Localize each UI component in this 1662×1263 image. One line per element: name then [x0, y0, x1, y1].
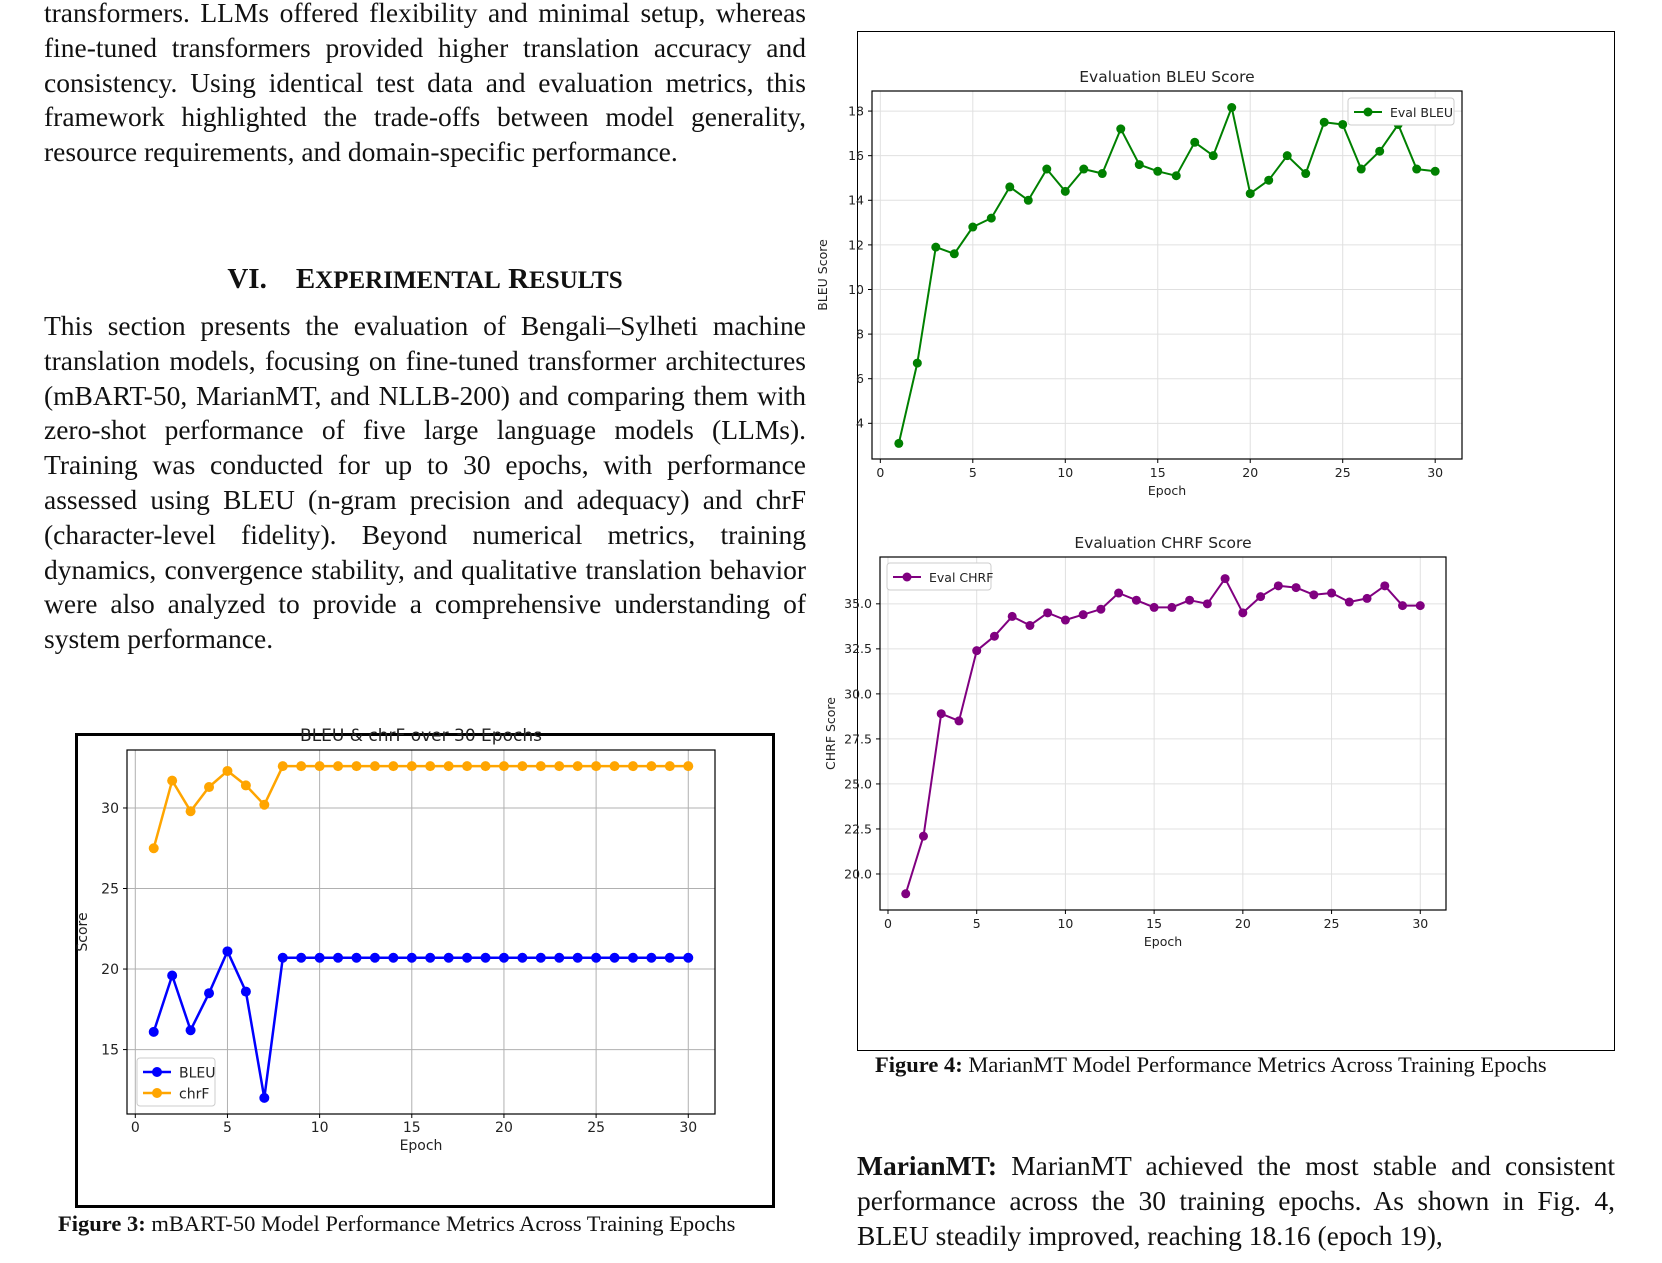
- data-point-eval-bleu: [1061, 187, 1070, 196]
- data-point-eval-bleu: [950, 249, 959, 258]
- data-point-chrf: [204, 782, 214, 792]
- series-line-eval-chrf: [906, 579, 1421, 894]
- data-point-bleu: [259, 1093, 269, 1103]
- x-tick-label: 30: [1412, 916, 1429, 931]
- figure-4-caption: [875, 1052, 1547, 1078]
- data-point-eval-chrf: [901, 889, 910, 898]
- y-axis-label: BLEU Score: [815, 239, 830, 311]
- data-point-eval-bleu: [1301, 169, 1310, 178]
- data-point-eval-chrf: [1327, 589, 1336, 598]
- data-point-eval-chrf: [1061, 616, 1070, 625]
- data-point-bleu: [573, 953, 583, 963]
- data-point-bleu: [278, 953, 288, 963]
- x-tick-label: 30: [1427, 465, 1444, 480]
- data-point-bleu: [333, 953, 343, 963]
- x-tick-label: 5: [968, 465, 977, 480]
- chart-title: Evaluation BLEU Score: [1079, 68, 1255, 86]
- legend-label-eval-bleu: Eval BLEU: [1390, 104, 1453, 120]
- data-point-eval-chrf: [1203, 599, 1212, 608]
- data-point-eval-bleu: [1246, 189, 1255, 198]
- data-point-eval-bleu: [1209, 151, 1218, 160]
- data-point-bleu: [186, 1025, 196, 1035]
- data-point-eval-chrf: [990, 632, 999, 641]
- y-tick-label: 25: [101, 881, 119, 898]
- x-tick-label: 20: [1242, 465, 1259, 480]
- x-tick-label: 15: [402, 1120, 421, 1136]
- figure-4-label: Figure 4:: [875, 1052, 963, 1077]
- y-tick-label: 16: [848, 148, 864, 164]
- data-point-chrf: [186, 806, 196, 816]
- data-point-eval-chrf: [972, 646, 981, 655]
- data-point-eval-bleu: [1412, 165, 1421, 174]
- data-point-chrf: [388, 761, 398, 771]
- data-point-eval-bleu: [1079, 165, 1088, 174]
- x-tick-label: 25: [1323, 916, 1340, 931]
- data-point-bleu: [481, 953, 491, 963]
- data-point-eval-bleu: [931, 243, 940, 252]
- y-tick-label: 18: [848, 103, 864, 119]
- data-point-eval-bleu: [1153, 167, 1162, 176]
- x-tick-label: 15: [1149, 465, 1166, 480]
- figure-4-top-chart: [815, 60, 1599, 540]
- data-point-chrf: [683, 761, 693, 771]
- x-tick-label: 0: [884, 916, 892, 931]
- data-point-eval-chrf: [1221, 574, 1230, 583]
- chart-plot-group: [823, 534, 1446, 949]
- figure-3-caption-text: mBART-50 Model Performance Metrics Across Training Epochs: [151, 1211, 736, 1236]
- legend-label-eval-chrf: Eval CHRF: [929, 569, 994, 585]
- chart-title: BLEU & chrF over 30 Epochs: [300, 726, 542, 746]
- data-point-eval-chrf: [1363, 594, 1372, 603]
- x-tick-label: 10: [1057, 916, 1074, 931]
- data-point-eval-chrf: [1345, 598, 1354, 607]
- data-point-chrf: [517, 761, 527, 771]
- data-point-eval-bleu: [1375, 147, 1384, 156]
- data-point-eval-chrf: [1309, 590, 1318, 599]
- section-number: VI.: [227, 263, 267, 295]
- data-point-eval-chrf: [1043, 608, 1052, 617]
- intro-paragraph: transformers. LLMs offered flexibility and minimal setup, whereas fine-tuned transformers provided higher translation accuracy and consistency. Using identical test data and evaluation metrics, this framework highlighted the trade-offs between model generality, resource requirements, and domain-specific performance.: [44, 0, 806, 168]
- data-point-chrf: [573, 761, 583, 771]
- section-heading: [44, 263, 806, 296]
- chart-plot-group: [75, 726, 715, 1154]
- data-point-eval-chrf: [1380, 581, 1389, 590]
- x-tick-label: 15: [1146, 916, 1163, 931]
- marianmt-paragraph: [857, 1149, 1615, 1253]
- data-point-eval-bleu: [1005, 182, 1014, 191]
- section-title: EXPERIMENTAL RESULTS: [295, 263, 623, 295]
- y-tick-label: 25.0: [844, 776, 872, 792]
- data-point-chrf: [536, 761, 546, 771]
- data-point-eval-chrf: [1167, 603, 1176, 612]
- data-point-bleu: [610, 953, 620, 963]
- data-point-bleu: [444, 953, 454, 963]
- data-point-bleu: [222, 946, 232, 956]
- data-point-eval-bleu: [1338, 120, 1347, 129]
- figure-3-caption: [58, 1211, 735, 1237]
- x-tick-label: 10: [310, 1120, 329, 1136]
- legend-marker: [1364, 108, 1373, 117]
- legend-label-chrf: chrF: [179, 1086, 210, 1103]
- data-point-eval-chrf: [1150, 603, 1159, 612]
- x-tick-label: 5: [222, 1120, 232, 1136]
- x-axis-label: Epoch: [1143, 934, 1183, 949]
- data-point-eval-bleu: [1283, 151, 1292, 160]
- marianmt-label: MarianMT:: [857, 1150, 998, 1181]
- y-tick-label: 35.0: [844, 596, 872, 612]
- data-point-bleu: [683, 953, 693, 963]
- data-point-eval-chrf: [1416, 601, 1425, 610]
- data-point-eval-chrf: [1079, 610, 1088, 619]
- data-point-eval-chrf: [954, 716, 963, 725]
- section-paragraph: This section presents the evaluation of Bengali–Sylheti machine translation models, focusing on fine-tuned transformer architectures (mBART-50, MarianMT, and NLLB-200) and comparing them with zero-shot performance of five large language models (LLMs). Training was conducted for up to 30 epochs, with performance assessed using BLEU (n-gram precision and adequacy) and chrF (character-level fidelity). Beyond numerical metrics, training dynamics, convergence stability, and qualitative translation behavior were also analyzed to provide a comprehensive understanding of system performance.: [44, 310, 806, 655]
- x-tick-label: 20: [1234, 916, 1251, 931]
- data-point-chrf: [499, 761, 509, 771]
- figure-4-caption-text: MarianMT Model Performance Metrics Across Training Epochs: [968, 1052, 1547, 1077]
- data-point-eval-chrf: [1008, 612, 1017, 621]
- x-axis-label: Epoch: [399, 1138, 443, 1154]
- y-tick-label: 15: [101, 1042, 119, 1059]
- data-point-chrf: [610, 761, 620, 771]
- data-point-bleu: [167, 970, 177, 980]
- x-tick-label: 10: [1057, 465, 1074, 480]
- data-point-eval-bleu: [913, 359, 922, 368]
- data-point-bleu: [462, 953, 472, 963]
- data-point-eval-bleu: [894, 439, 903, 448]
- data-point-eval-bleu: [1116, 124, 1125, 133]
- legend-label-bleu: BLEU: [179, 1065, 216, 1082]
- data-point-eval-bleu: [968, 223, 977, 232]
- y-tick-label: 30.0: [844, 686, 872, 702]
- data-point-chrf: [167, 776, 177, 786]
- data-point-chrf: [351, 761, 361, 771]
- y-tick-label: 22.5: [844, 821, 872, 837]
- data-point-chrf: [591, 761, 601, 771]
- data-point-eval-bleu: [1135, 160, 1144, 169]
- figure-3-label: Figure 3:: [58, 1211, 146, 1236]
- data-point-chrf: [646, 761, 656, 771]
- x-tick-label: 25: [587, 1120, 606, 1136]
- data-point-chrf: [444, 761, 454, 771]
- plot-frame: [872, 91, 1462, 459]
- y-tick-label: 6: [856, 371, 864, 387]
- data-point-bleu: [149, 1027, 159, 1037]
- data-point-chrf: [407, 761, 417, 771]
- data-point-eval-chrf: [1114, 589, 1123, 598]
- x-axis-label: Epoch: [1147, 483, 1187, 498]
- figure-3-chart: [74, 716, 768, 1185]
- data-point-eval-bleu: [1357, 165, 1366, 174]
- series-line-chrf: [154, 766, 689, 848]
- data-point-eval-bleu: [1320, 118, 1329, 127]
- legend-marker: [903, 573, 912, 582]
- data-point-chrf: [259, 800, 269, 810]
- data-point-eval-chrf: [1025, 621, 1034, 630]
- data-point-eval-bleu: [1431, 167, 1440, 176]
- data-point-bleu: [646, 953, 656, 963]
- data-point-eval-chrf: [1292, 583, 1301, 592]
- data-point-chrf: [462, 761, 472, 771]
- y-tick-label: 14: [848, 192, 864, 208]
- data-point-eval-chrf: [1185, 596, 1194, 605]
- data-point-bleu: [554, 953, 564, 963]
- data-point-bleu: [204, 988, 214, 998]
- data-point-eval-chrf: [1096, 605, 1105, 614]
- chart-title: Evaluation CHRF Score: [1074, 534, 1252, 552]
- data-point-eval-chrf: [937, 709, 946, 718]
- data-point-eval-bleu: [987, 214, 996, 223]
- data-point-eval-chrf: [1256, 592, 1265, 601]
- data-point-bleu: [315, 953, 325, 963]
- data-point-bleu: [499, 953, 509, 963]
- data-point-eval-bleu: [1042, 165, 1051, 174]
- y-tick-label: 4: [856, 415, 864, 431]
- data-point-bleu: [388, 953, 398, 963]
- data-point-bleu: [517, 953, 527, 963]
- data-point-bleu: [370, 953, 380, 963]
- marianmt-text: MarianMT achieved the most stable and consistent performance across the 30 training epochs. As shown in Fig. 4, BLEU steadily improved, reaching 18.16 (epoch 19),: [857, 1150, 1615, 1251]
- data-point-eval-bleu: [1190, 138, 1199, 147]
- data-point-eval-chrf: [1274, 581, 1283, 590]
- data-point-bleu: [591, 953, 601, 963]
- data-point-chrf: [241, 780, 251, 790]
- data-point-eval-bleu: [1227, 103, 1236, 112]
- chart-plot-group: [815, 68, 1462, 498]
- data-point-bleu: [407, 953, 417, 963]
- x-tick-label: 25: [1334, 465, 1351, 480]
- data-point-chrf: [333, 761, 343, 771]
- data-point-bleu: [296, 953, 306, 963]
- x-tick-label: 20: [495, 1120, 513, 1136]
- data-point-chrf: [370, 761, 380, 771]
- data-point-chrf: [665, 761, 675, 771]
- data-point-chrf: [425, 761, 435, 771]
- data-point-eval-chrf: [1132, 596, 1141, 605]
- y-axis-label: CHRF Score: [823, 697, 838, 770]
- data-point-eval-chrf: [1398, 601, 1407, 610]
- data-point-chrf: [149, 843, 159, 853]
- data-point-eval-chrf: [1238, 608, 1247, 617]
- data-point-bleu: [628, 953, 638, 963]
- data-point-eval-bleu: [1024, 196, 1033, 205]
- data-point-eval-bleu: [1098, 169, 1107, 178]
- y-tick-label: 12: [848, 237, 864, 253]
- figure-4-bottom-chart: [823, 534, 1599, 1013]
- data-point-chrf: [222, 766, 232, 776]
- y-axis-label: Score: [75, 912, 91, 952]
- data-point-bleu: [425, 953, 435, 963]
- series-line-bleu: [154, 951, 689, 1098]
- data-point-chrf: [296, 761, 306, 771]
- data-point-chrf: [628, 761, 638, 771]
- data-point-eval-bleu: [1264, 176, 1273, 185]
- y-tick-label: 30: [101, 800, 119, 817]
- data-point-bleu: [536, 953, 546, 963]
- data-point-bleu: [241, 987, 251, 997]
- plot-frame: [880, 557, 1446, 910]
- y-tick-label: 20.0: [844, 866, 872, 882]
- data-point-chrf: [278, 761, 288, 771]
- data-point-eval-chrf: [919, 832, 928, 841]
- data-point-chrf: [481, 761, 491, 771]
- x-tick-label: 30: [679, 1120, 698, 1136]
- x-tick-label: 5: [972, 916, 981, 931]
- y-tick-label: 8: [856, 326, 864, 342]
- data-point-bleu: [665, 953, 675, 963]
- series-line-eval-bleu: [899, 108, 1435, 444]
- data-point-chrf: [315, 761, 325, 771]
- y-tick-label: 20: [101, 961, 119, 978]
- data-point-eval-bleu: [1172, 171, 1181, 180]
- x-tick-label: 0: [130, 1120, 140, 1136]
- legend-marker: [152, 1088, 162, 1098]
- data-point-chrf: [554, 761, 564, 771]
- y-tick-label: 10: [848, 281, 864, 297]
- legend-marker: [152, 1067, 162, 1077]
- y-tick-label: 32.5: [844, 641, 872, 657]
- data-point-bleu: [351, 953, 361, 963]
- x-tick-label: 0: [876, 465, 885, 480]
- y-tick-label: 27.5: [844, 731, 872, 747]
